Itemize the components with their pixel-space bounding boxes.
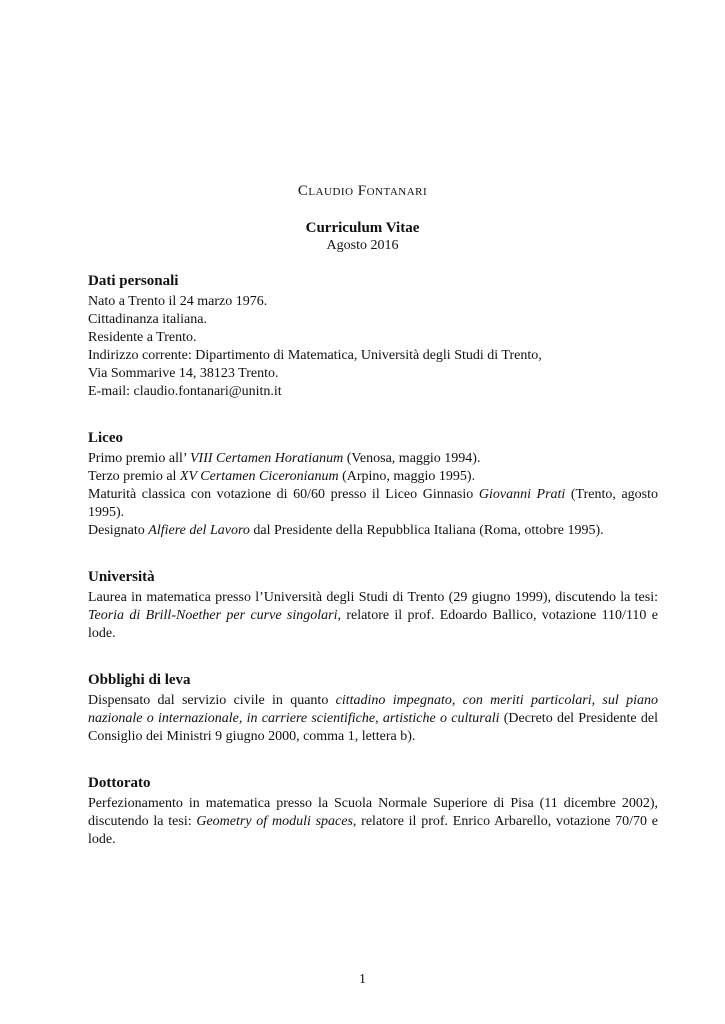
personal-line: Residente a Trento. bbox=[88, 330, 197, 345]
page-number: 1 bbox=[359, 972, 366, 987]
section-title: Liceo bbox=[88, 430, 123, 446]
section-title: Università bbox=[88, 569, 155, 585]
leva-text: Dispensato dal servizio civile in quanto cittadino impegnato, con meriti particolari, sul piano nazionale o internazionale, in carriere scientifiche, artistiche o culturali (Decreto del Presidente del Consiglio dei Ministri 9 giugno 2000, comma 1, lettera b). bbox=[88, 693, 658, 744]
personal-line: Cittadinanza italiana. bbox=[88, 312, 207, 327]
section-title: Obblighi di leva bbox=[88, 672, 191, 688]
section-liceo bbox=[88, 429, 658, 540]
document-title: Curriculum Vitae bbox=[305, 220, 420, 236]
personal-line: E-mail: claudio.fontanari@unitn.it bbox=[88, 384, 282, 399]
document-date: Agosto 2016 bbox=[326, 238, 399, 253]
universita-text: Laurea in matematica presso l’Università degli Studi di Trento (29 giugno 1999), discutendo la tesi: Teoria di Brill-Noether per curve singolari, relatore il prof. Edoardo Ballico, votazione 110/110 e lode. bbox=[88, 590, 658, 641]
personal-line: Indirizzo corrente: Dipartimento di Matematica, Università degli Studi di Trento, bbox=[88, 348, 542, 363]
section-title: Dati personali bbox=[88, 273, 179, 289]
section-leva bbox=[88, 671, 658, 746]
personal-line: Nato a Trento il 24 marzo 1976. bbox=[88, 294, 268, 309]
personal-line: Via Sommarive 14, 38123 Trento. bbox=[88, 366, 279, 381]
liceo-item: Designato Alfiere del Lavoro dal Presidente della Repubblica Italiana (Roma, ottobre 1995). bbox=[88, 523, 604, 538]
section-dottorato bbox=[88, 774, 658, 849]
section-personal bbox=[88, 272, 658, 401]
author-name: Claudio Fontanari bbox=[297, 183, 428, 199]
liceo-item: Terzo premio al XV Certamen Ciceronianum (Arpino, maggio 1995). bbox=[88, 469, 476, 484]
liceo-item: Maturità classica con votazione di 60/60 presso il Liceo Ginnasio Giovanni Prati (Trento, agosto 1995). bbox=[88, 487, 659, 520]
liceo-item: Primo premio all’ VIII Certamen Horatianum (Venosa, maggio 1994). bbox=[88, 451, 481, 466]
section-universita bbox=[88, 568, 658, 643]
section-title: Dottorato bbox=[88, 775, 151, 791]
dottorato-text: Perfezionamento in matematica presso la Scuola Normale Superiore di Pisa (11 dicembre 2002), discutendo la tesi: Geometry of moduli spaces, relatore il prof. Enrico Arbarello, votazione 70/70 e lode. bbox=[88, 796, 658, 847]
document-body bbox=[88, 272, 658, 877]
document-header bbox=[0, 183, 725, 254]
